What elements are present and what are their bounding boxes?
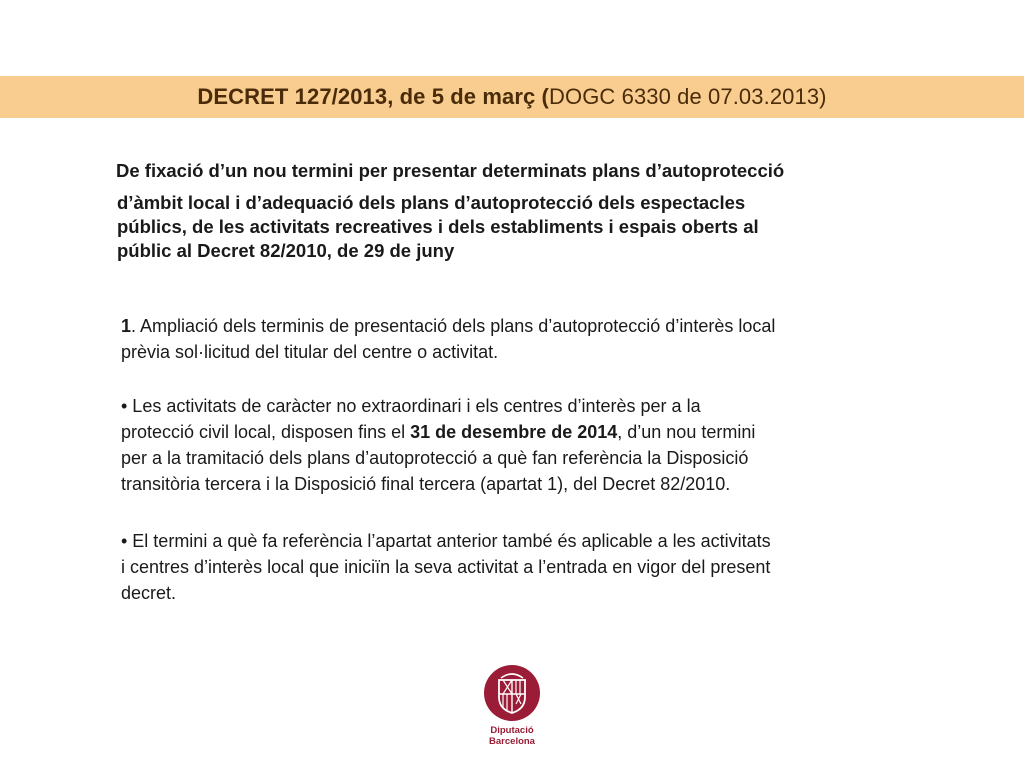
bullet-1-line: • Les activitats de caràcter no extraordinari i els centres d’interès per a la [121, 396, 701, 416]
bullet-1-line: per a la tramitació dels plans d’autoprotecció a què fan referència la Disposició [121, 448, 749, 468]
section-1-text: . Ampliació dels terminis de presentació dels plans d’autoprotecció d’interès local [131, 316, 776, 336]
logo-text [489, 725, 535, 747]
bullet-1 [121, 393, 981, 497]
section-1-line: prèvia sol·licitud del titular del centre o activitat. [121, 342, 499, 362]
bullet-2-line: i centres d’interès local que iniciïn la seva activitat a l’entrada en vigor del present [121, 557, 771, 577]
bullet-2-line: decret. [121, 583, 177, 603]
title-bar [0, 76, 1024, 118]
logo-line-1: Diputació [490, 725, 534, 736]
bullet-1-line: transitòria tercera i la Disposició final tercera (apartat 1), del Decret 82/2010. [121, 474, 731, 494]
decree-subtitle [116, 159, 956, 263]
subtitle-line: d’àmbit local i d’adequació dels plans d’autoprotecció dels espectacles [117, 192, 746, 213]
deadline-date: 31 de desembre de 2014 [410, 422, 618, 442]
bullet-2-line: • El termini a què fa referència l’apartat anterior també és aplicable a les activitats [121, 531, 771, 551]
diputacio-barcelona-logo [476, 664, 548, 747]
section-number: 1 [121, 316, 132, 336]
title-bold-part: DECRET 127/2013, de 5 de març ( [197, 84, 549, 109]
subtitle-line: públic al Decret 82/2010, de 29 de juny [117, 240, 455, 261]
section-1-line [121, 313, 981, 339]
subtitle-line: públics, de les activitats recreatives i dels establiments i espais oberts al [117, 216, 759, 237]
subtitle-line: De fixació d’un nou termini per presentar determinats plans d’autoprotecció [116, 160, 785, 181]
page-title [197, 84, 826, 110]
coat-of-arms-icon [483, 664, 541, 722]
title-regular-part: DOGC 6330 de 07.03.2013) [549, 84, 827, 109]
logo-line-2: Barcelona [489, 736, 535, 747]
bullet-1-text: protecció civil local, disposen fins el [121, 422, 411, 442]
bullet-1-line [121, 419, 981, 445]
bullet-1-text: , d’un nou termini [617, 422, 756, 442]
bullet-2 [121, 528, 981, 606]
section-1 [121, 313, 981, 365]
